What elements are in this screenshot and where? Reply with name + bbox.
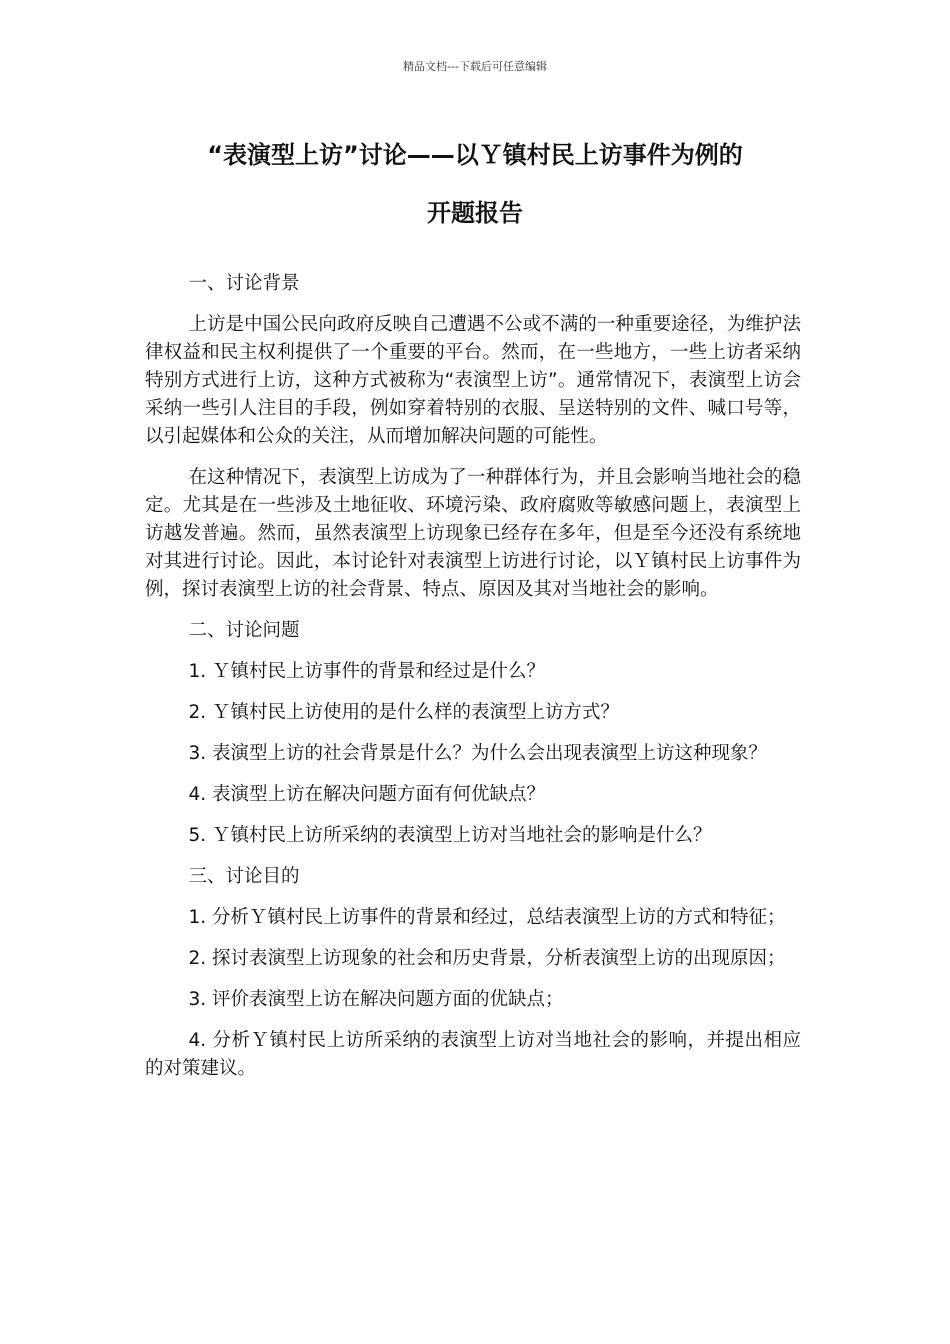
title-line-2: 开题报告 [427,199,523,227]
purpose-item-3: 3. 评价表演型上访在解决问题方面的优缺点； [188,989,564,1010]
purpose-item-2: 2. 探讨表演型上访现象的社会和历史背景，分析表演型上访的出现原因； [188,948,786,969]
purpose-item-1: 1. 分析Ｙ镇村民上访事件的背景和经过，总结表演型上访的方式和特征； [188,907,786,928]
document-body [145,270,801,1096]
section-heading-background: 一、讨论背景 [188,273,300,294]
question-item-5: 5. Ｙ镇村民上访所采纳的表演型上访对当地社会的影响是什么？ [188,825,712,846]
title-line-1: “表演型上访”讨论——以Ｙ镇村民上访事件为例的 [207,141,743,169]
purpose-item-4: 4. 分析Ｙ镇村民上访所采纳的表演型上访对当地社会的影响，并提出相应的对策建议。 [145,1030,801,1079]
question-item-4: 4. 表演型上访在解决问题方面有何优缺点？ [188,784,546,805]
section-heading-purpose: 三、讨论目的 [188,866,300,887]
document-title [145,126,805,242]
paragraph-background-1: 上访是中国公民向政府反映自己遭遇不公或不满的一种重要途径，为维护法律权益和民主权利提供了一个重要的平台。然而，在一些地方，一些上访者采纳特别方式进行上访，这种方式被称为“表演型上访”。通常情况下，表演型上访会采纳一些引人注目的手段，例如穿着特别的衣服、呈送特别的文件、喊口号等，以引起媒体和公众的关注，从而增加解决问题的可能性。 [145,314,801,447]
page-header-note: 精品文档---下载后可任意编辑 [403,60,547,73]
question-item-3: 3. 表演型上访的社会背景是什么？为什么会出现表演型上访这种现象？ [188,743,768,764]
question-item-2: 2. Ｙ镇村民上访使用的是什么样的表演型上访方式？ [188,702,620,723]
paragraph-background-2: 在这种情况下，表演型上访成为了一种群体行为，并且会影响当地社会的稳定。尤其是在一些涉及土地征收、环境污染、政府腐败等敏感问题上，表演型上访越发普遍。然而，虽然表演型上访现象已经存在多年，但是至今还没有系统地对其进行讨论。因此，本讨论针对表演型上访进行讨论，以Ｙ镇村民上访事件为例，探讨表演型上访的社会背景、特点、原因及其对当地社会的影响。 [145,467,801,600]
section-heading-questions: 二、讨论问题 [188,620,300,641]
question-item-1: 1. Ｙ镇村民上访事件的背景和经过是什么？ [188,661,546,682]
